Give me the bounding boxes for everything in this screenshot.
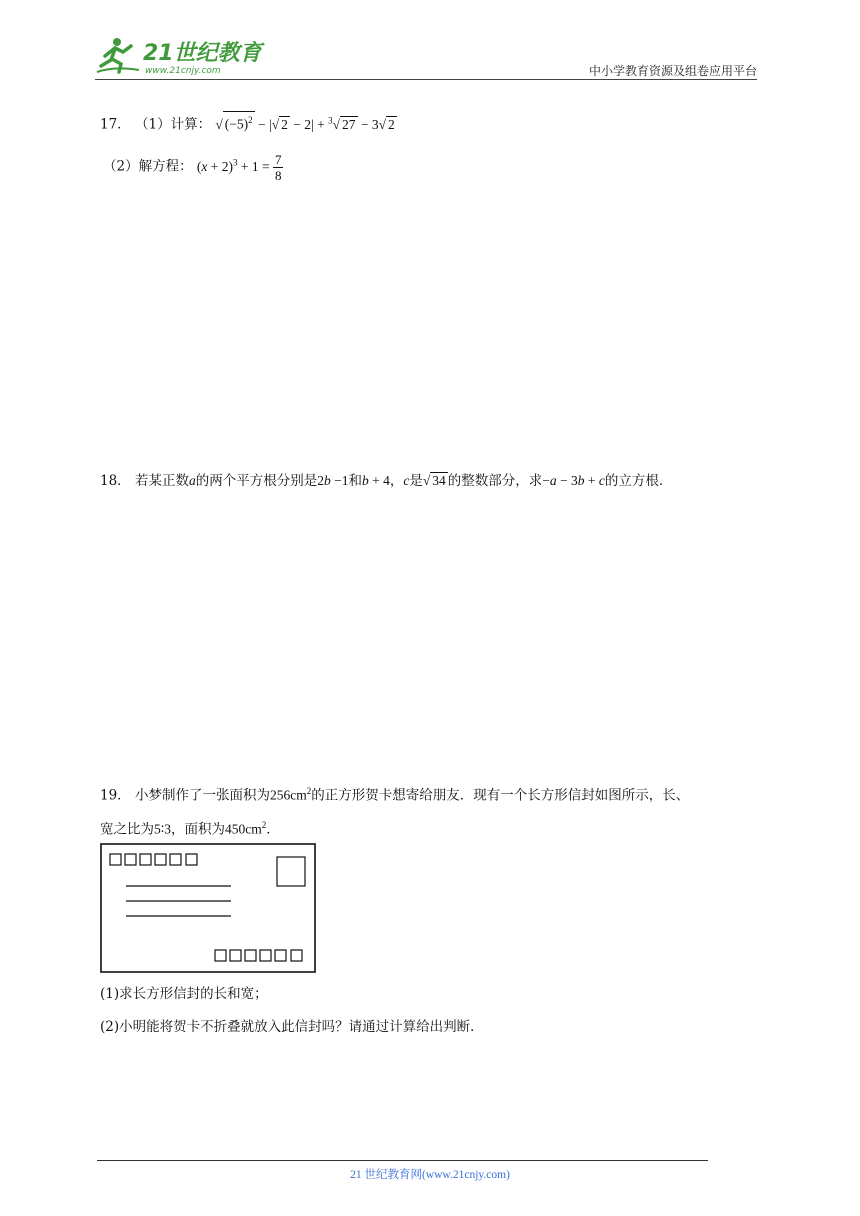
math-equation: $(x + 2)^3 + 1$ = $\frac{7}{8}$ [196,152,282,183]
question-18: 18． 若某正数a的两个平方根分别是2b −1和b + 4，c是√ 34 的整数部分，求−a − 3b + c的立方根． [100,473,673,489]
question-19-line-2: 宽之比为5∶3，面积为$450cm^2$． [100,820,280,838]
logo-text: 21世纪教育 [143,41,262,66]
question-17-part-2 [103,152,283,183]
header-divider [95,79,757,80]
envelope-border [101,844,315,972]
question-number: 17． [100,116,131,133]
envelope-figure [100,843,316,973]
runner-icon [97,38,139,72]
question-19-sub-2: (2)小明能将贺卡不折叠就放入此信封吗？请通过计算给出判断． [100,1019,484,1035]
logo-url: www.21cnjy.com [145,66,221,76]
fraction: $\frac{7}{8}$ [274,152,282,183]
question-17-part-1 [100,110,397,135]
question-number: 18． [100,473,131,489]
platform-title: 中小学教育资源及组卷应用平台 [588,64,757,78]
footer-link[interactable]: 21 世纪教育网(www.21cnjy.com) [350,1169,510,1181]
footer-divider [97,1160,708,1161]
brand-logo [95,36,265,78]
math-expression: √ $(-5)^2$ − |√ 2 − 2| + $^3$√ 27 − 3√ 2 [215,117,396,132]
question-19-line-1: 19． 小梦制作了一张面积为$256cm^2$的正方形贺卡想寄给朋友．现有一个长方形信封如图所示，长、 [100,786,690,804]
question-19-sub-1: (1)求长方形信封的长和宽； [100,986,268,1002]
part-label: （1）计算： [134,116,212,133]
part-label: （2）解方程： [103,158,193,175]
question-number: 19． [100,787,131,804]
